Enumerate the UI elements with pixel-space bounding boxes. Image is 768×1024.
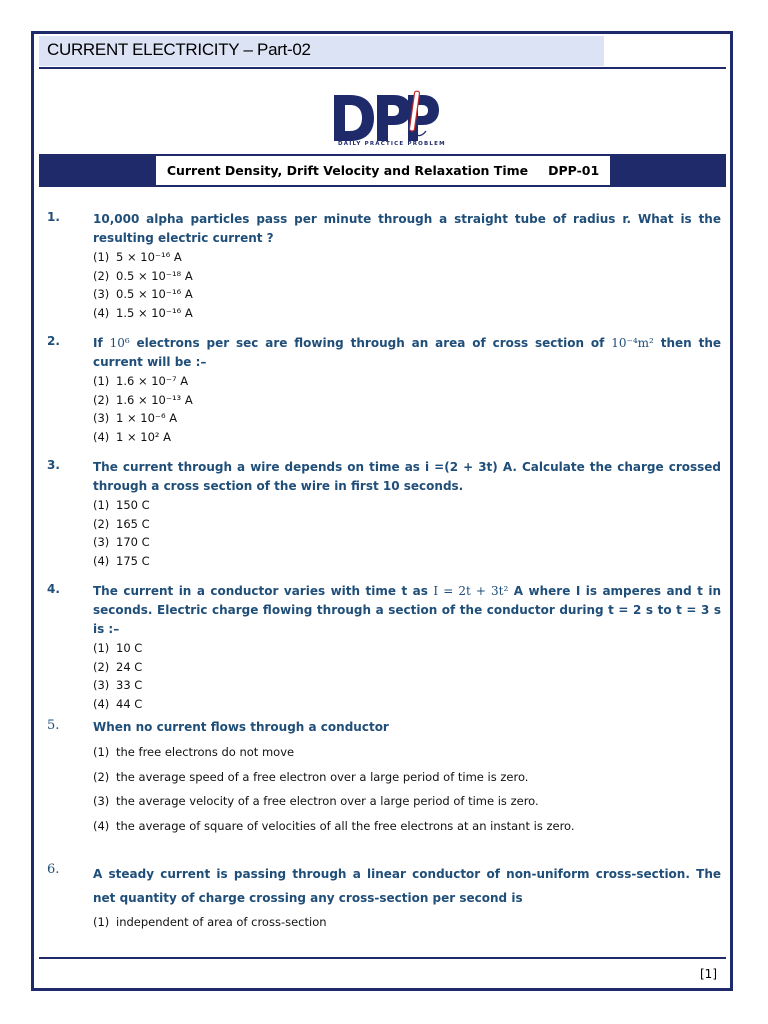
topic-code: DPP-01: [548, 163, 600, 178]
option: (2) 0.5 × 10⁻¹⁸ A: [93, 268, 193, 283]
page-title: CURRENT ELECTRICITY – Part-02: [47, 40, 311, 59]
option: (1) 150 C: [93, 498, 150, 512]
math-expression: 10⁻⁴m²: [611, 336, 654, 350]
question-text: If 10⁶ electrons per sec are flowing through an area of cross section of 10⁻⁴m² then the current will be :–: [93, 336, 721, 369]
question-text: A steady current is passing through a linear conductor of non-uniform cross-section. The net quantity of charge crossing any cross-section per second is: [93, 867, 721, 905]
option: (3) 0.5 × 10⁻¹⁶ A: [93, 287, 193, 301]
question-number: 2.: [47, 334, 60, 348]
option: (1) independent of area of cross-section: [93, 915, 327, 929]
option: (4) 44 C: [93, 696, 143, 711]
topic-title: Current Density, Drift Velocity and Relaxation Time: [166, 163, 529, 178]
option: (4) the average of square of velocities of all the free electrons at an instant is zero.: [93, 818, 575, 833]
question-6: [47, 862, 727, 935]
math-expression: I = 2t + 3t²: [433, 584, 509, 598]
question-text: The current in a conductor varies with time t as I = 2t + 3t² A where I is amperes and t in seconds. Electric charge flowing through a section of the conductor during t = 2 s to t = 3 s is :–: [93, 584, 721, 636]
question-4: [47, 582, 727, 713]
question-1: [47, 210, 727, 322]
option: (3) 33 C: [93, 678, 143, 692]
question-number: 6.: [47, 862, 60, 877]
option: (4) 1 × 10² A: [93, 429, 172, 444]
math-expression: 10⁶: [109, 336, 130, 350]
question-number: 3.: [47, 458, 60, 472]
option: (1) 5 × 10⁻¹⁶ A: [93, 250, 182, 264]
option: (3) 170 C: [93, 535, 150, 549]
option: (2) 24 C: [93, 659, 143, 674]
option: (4) 1.5 × 10⁻¹⁶ A: [93, 305, 193, 320]
header-divider: [39, 67, 726, 69]
option: (1) the free electrons do not move: [93, 745, 295, 759]
options-list: [93, 910, 727, 935]
options-list: [93, 639, 727, 713]
question-5: [47, 718, 727, 838]
option: (3) 1 × 10⁻⁶ A: [93, 411, 178, 425]
option: (2) 1.6 × 10⁻¹³ A: [93, 392, 193, 407]
question-text: 10,000 alpha particles pass per minute through a straight tube of radius r. What is the resulting electric current ?: [93, 212, 721, 245]
option: (2) 165 C: [93, 516, 150, 531]
options-list: [93, 496, 727, 570]
dpp-logo: [330, 89, 440, 147]
options-list: [93, 740, 727, 838]
question-2: [47, 334, 727, 446]
question-number: 1.: [47, 210, 60, 224]
options-list: [93, 248, 727, 322]
footer-divider: [39, 957, 726, 959]
option: (1) 10 C: [93, 641, 143, 655]
topic-box: [156, 156, 610, 185]
question-number: 5.: [47, 718, 60, 733]
question-text: When no current flows through a conductor: [93, 720, 389, 734]
page-number: [1]: [700, 967, 717, 981]
question-3: [47, 458, 727, 570]
option: (3) the average velocity of a free electron over a large period of time is zero.: [93, 794, 539, 808]
option: (4) 175 C: [93, 553, 150, 568]
logo-subtitle: DAILY PRACTICE PROBLEM: [338, 141, 446, 147]
option: (2) the average speed of a free electron over a large period of time is zero.: [93, 769, 529, 784]
question-text: The current through a wire depends on time as i =(2 + 3t) A. Calculate the charge crossed through a cross section of the wire in first 10 seconds.: [93, 460, 721, 493]
option: (1) 1.6 × 10⁻⁷ A: [93, 374, 189, 388]
options-list: [93, 372, 727, 446]
question-number: 4.: [47, 582, 60, 596]
